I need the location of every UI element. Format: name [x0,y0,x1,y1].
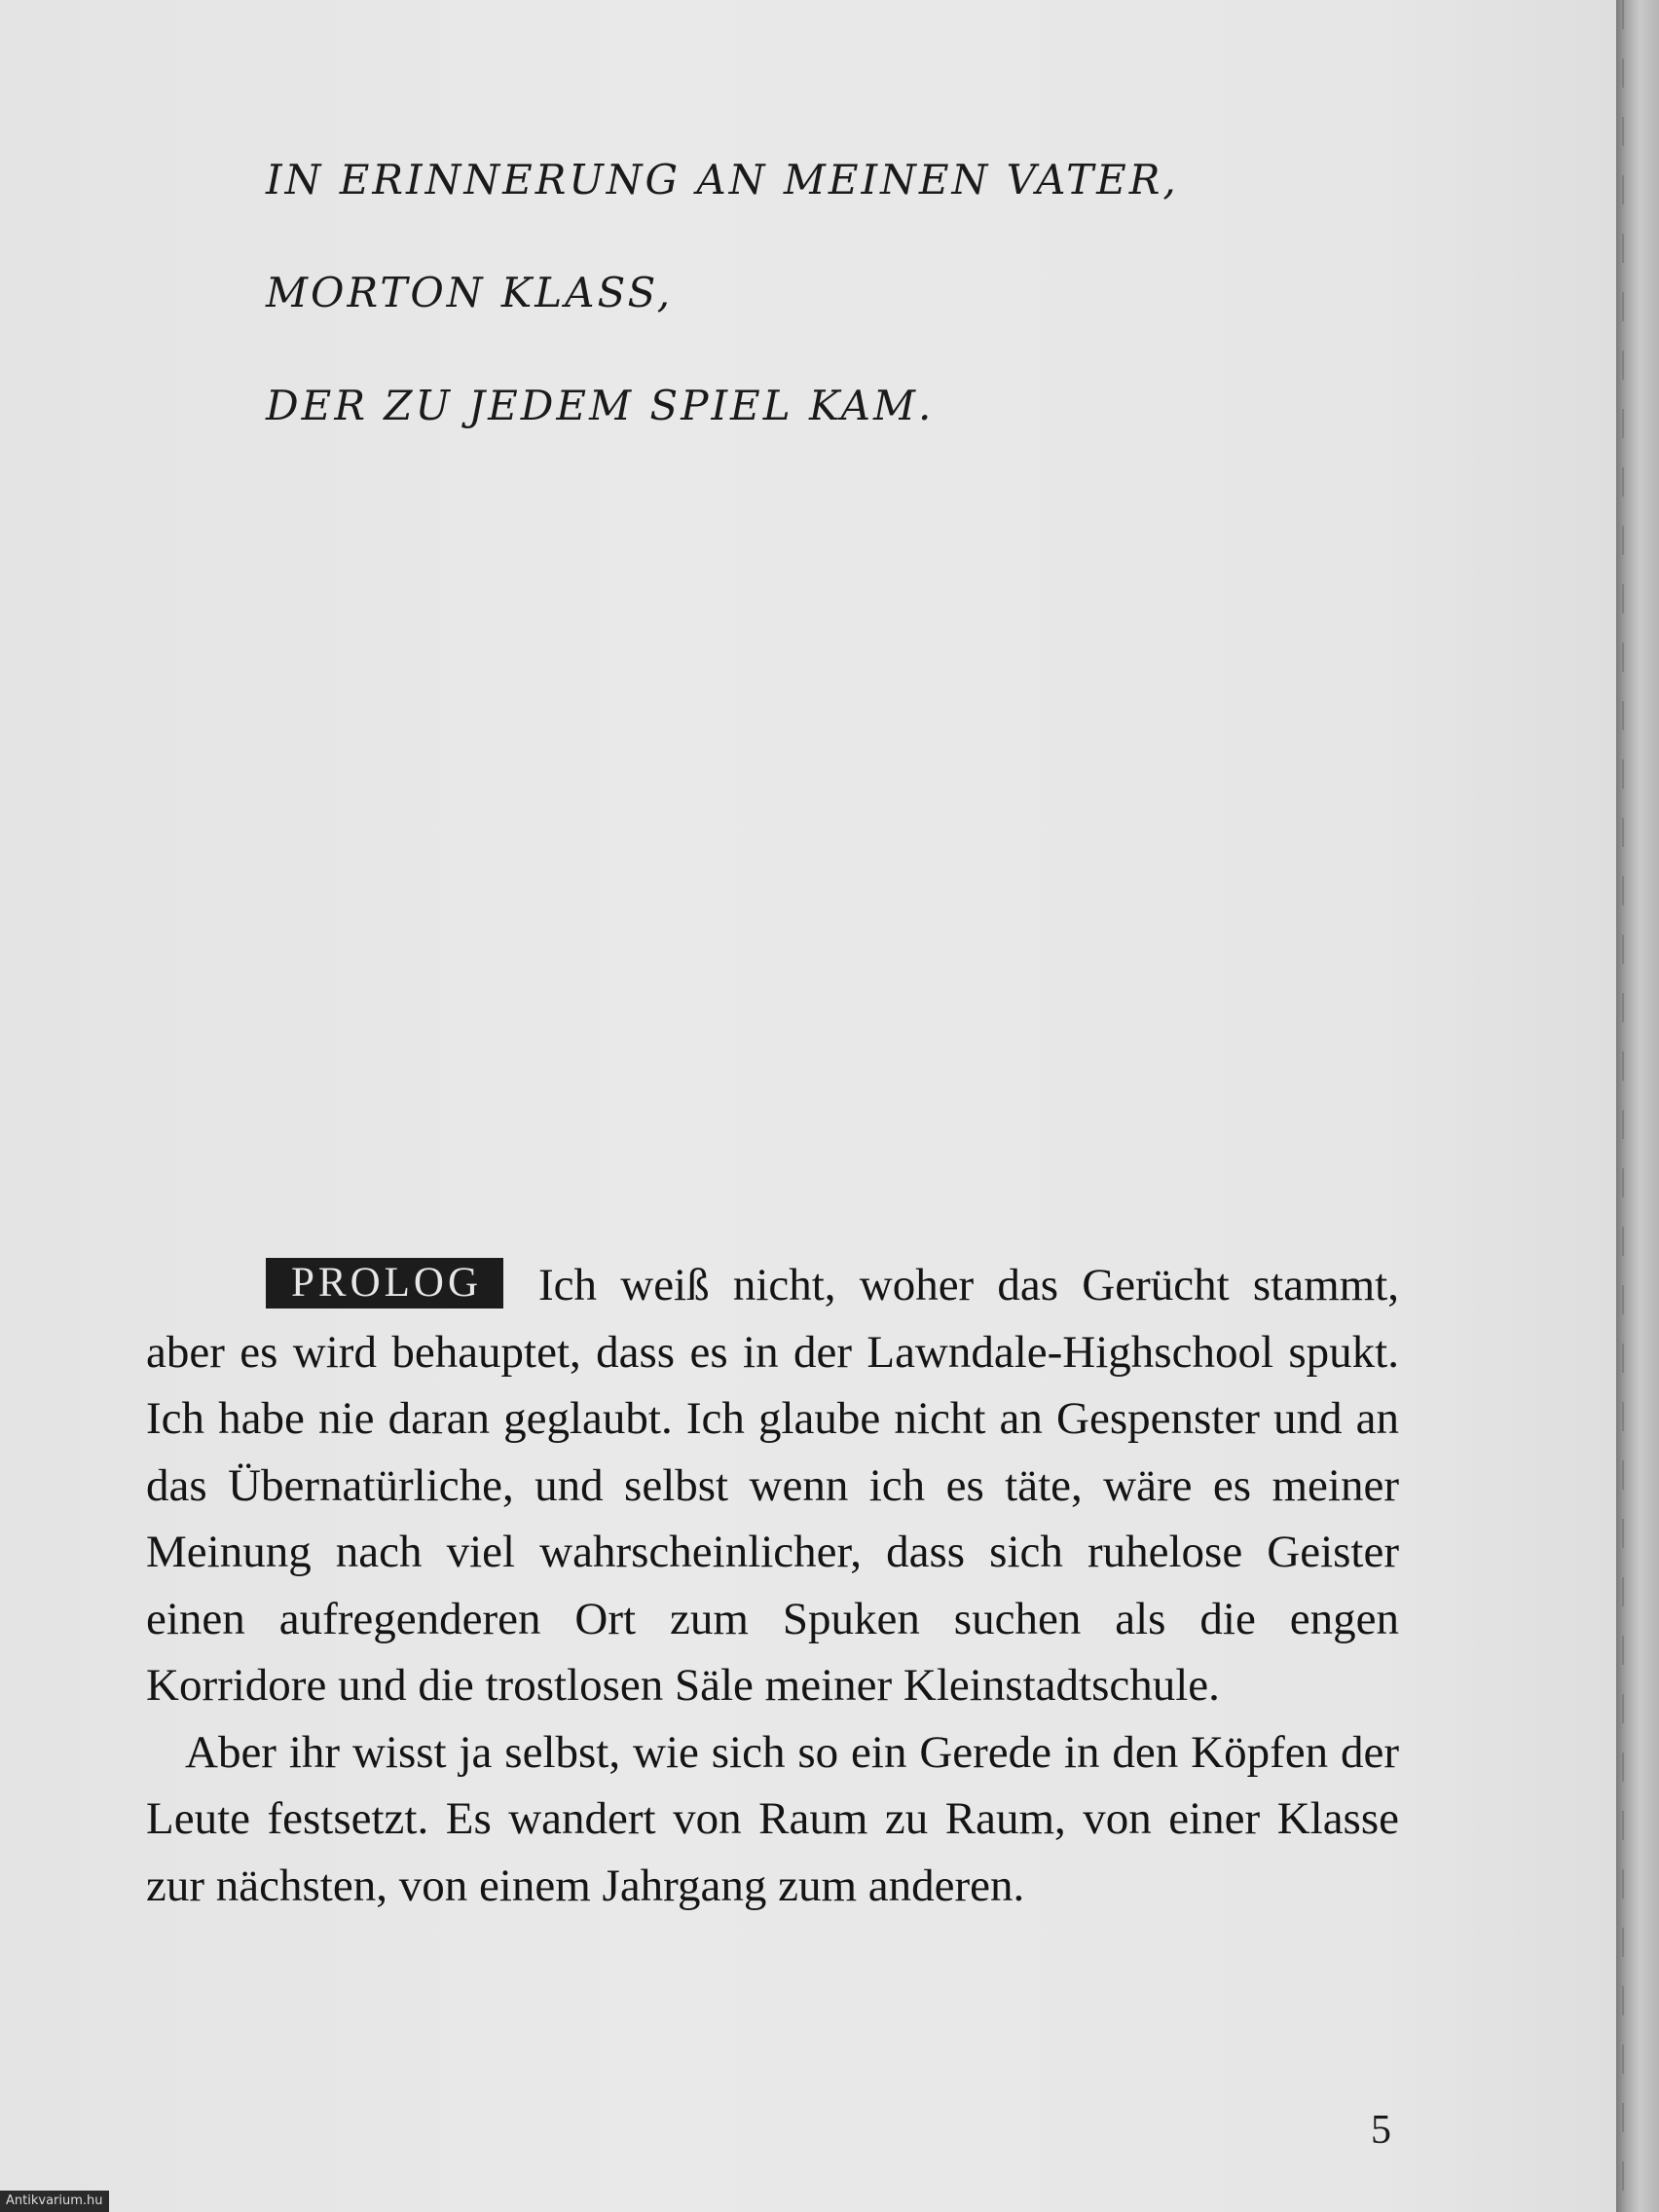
paragraph-2: Aber ihr wisst ja selbst, wie sich so ein Gerede in den Köpfen der Leute festsetzt. Es wandert von Raum zu Raum, von einer Klasse zur nächsten, von einem Jahrgang zum anderen. [146,1726,1399,1911]
paragraph-1 [146,1252,1399,1719]
dedication-line-3: DER ZU JEDEM SPIEL KAM. [266,382,935,429]
chapter-label: PROLOG [266,1258,503,1309]
dedication-line-2: MORTON KLASS, [266,269,674,316]
dedication [266,146,1239,485]
paragraph-1-text: Ich weiß nicht, woher das Gerücht stammt, aber es wird behauptet, dass es in der Lawndale-Highschool spukt. Ich habe nie daran geglaubt. Ich glaube nicht an Gespenster und an das Übernatürliche, und selbst wenn ich es täte, wäre es meiner Meinung nach viel wahrscheinlicher, dass sich ruhelose Geister einen aufregenderen Ort zum Spuken suchen als die engen Korridore und die trostlosen Säle meiner Kleinstadtschule. [146,1260,1399,1711]
dedication-line-1: IN ERINNERUNG AN MEINEN VATER, [266,156,1179,203]
book-spine-edge [1616,0,1659,2212]
watermark: Antikvarium.hu [0,2191,109,2212]
chapter-body [146,1252,1399,1919]
page-number: 5 [1371,2108,1391,2153]
